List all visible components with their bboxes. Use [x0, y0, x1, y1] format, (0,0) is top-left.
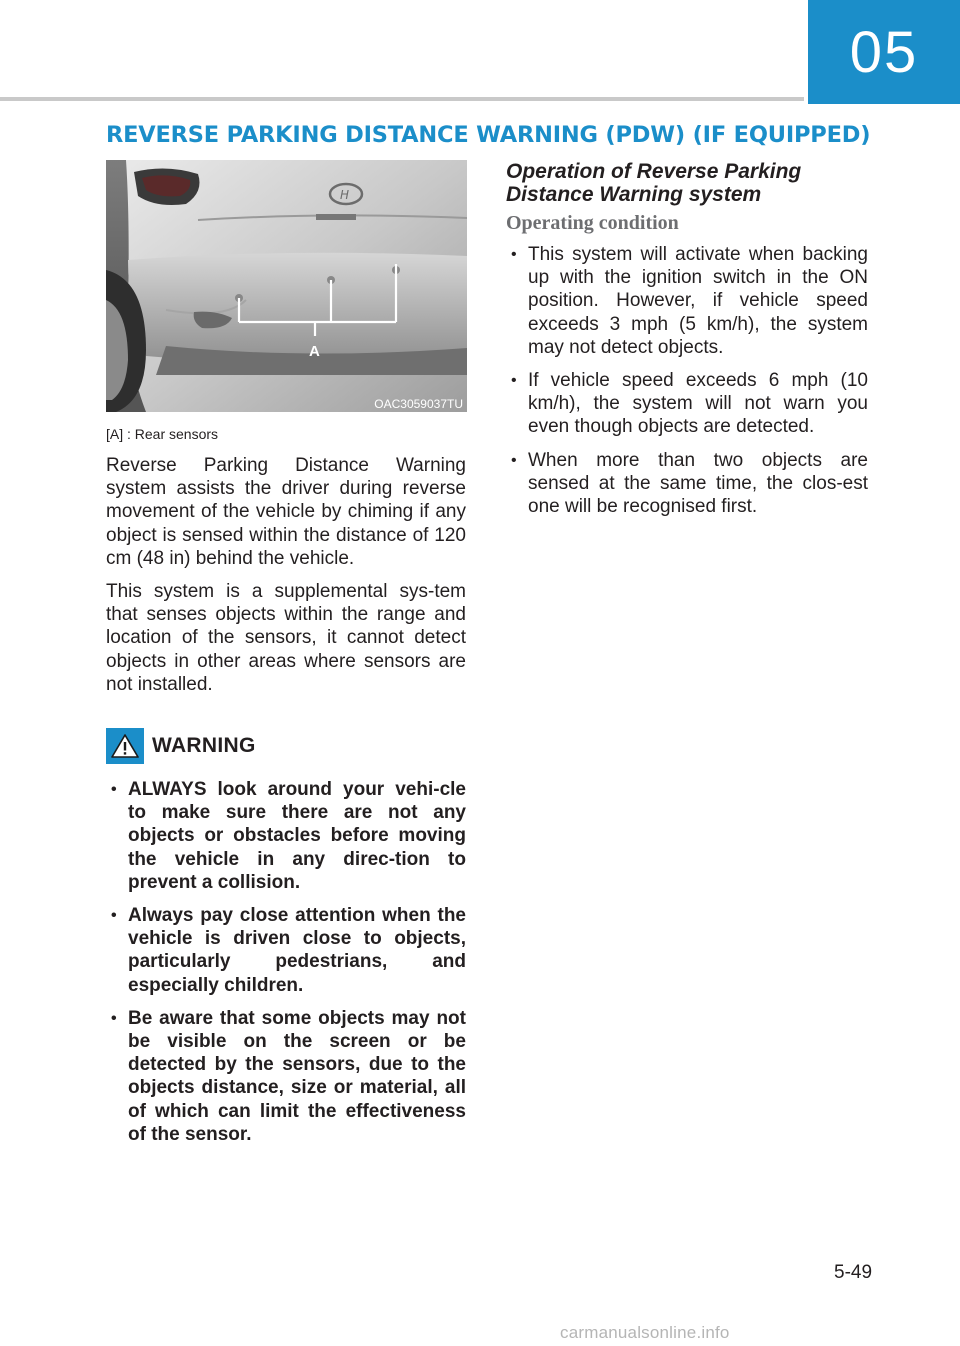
condition-item: • This system will activate when backing up with the ignition switch in the ON position. However, if vehicle speed exceeds 3 mph (5 km/h), the system may not detect objects.	[506, 243, 868, 359]
header-rule	[0, 97, 804, 101]
right-column	[506, 160, 868, 528]
warning-item: • ALWAYS look around your vehi-cle to make sure there are not any objects or obstacles before moving the vehicle in any direc-tion to prevent a collision.	[106, 778, 466, 894]
warning-item: • Be aware that some objects may not be visible on the screen or be detected by the sensors, due to the objects distance, size or material, all of which can limit the effectiveness of the sensor.	[106, 1007, 466, 1146]
chapter-number: 05	[849, 19, 919, 85]
intro-paragraph: This system is a supplemental sys-tem that senses objects within the range and location of the sensors, it cannot detect objects in other areas where sensors are not installed.	[106, 581, 466, 695]
callout-overlay	[106, 160, 467, 412]
operating-condition-list	[506, 243, 868, 518]
page-number: 5-49	[834, 1262, 873, 1283]
callout-a-label: A	[309, 343, 320, 360]
left-column	[106, 160, 466, 1156]
rear-sensor-figure	[106, 160, 467, 412]
watermark: carmanualsonline.info	[560, 1323, 730, 1342]
warning-heading	[106, 728, 466, 764]
intro-text	[106, 454, 466, 696]
warning-item: • Always pay close attention when the vehicle is driven close to objects, particularly pedestrians, and especially children.	[106, 904, 466, 997]
condition-item: • When more than two objects are sensed at the same time, the clos-est one will be recognised first.	[506, 449, 868, 519]
operating-condition-title: Operating condition	[506, 212, 679, 234]
warning-list	[106, 778, 466, 1146]
svg-text:H: H	[340, 188, 350, 202]
condition-item: • If vehicle speed exceeds 6 mph (10 km/h), the system will not warn you even though objects are detected.	[506, 369, 868, 439]
intro-paragraph: Reverse Parking Distance Warning system assists the driver during reverse movement of the vehicle by chiming if any object is sensed within the distance of 120 cm (48 in) behind the vehicle.	[106, 455, 466, 569]
section-title: REVERSE PARKING DISTANCE WARNING (PDW) (IF EQUIPPED)	[106, 122, 871, 148]
operation-title: Operation of Reverse Parking Distance Warning system	[506, 160, 802, 206]
figure-caption: [A] : Rear sensors	[106, 426, 219, 442]
warning-triangle-icon	[106, 728, 144, 764]
figure-code: OAC3059037TU	[374, 397, 463, 411]
warning-label: WARNING	[152, 734, 256, 758]
chapter-tab	[808, 0, 960, 104]
